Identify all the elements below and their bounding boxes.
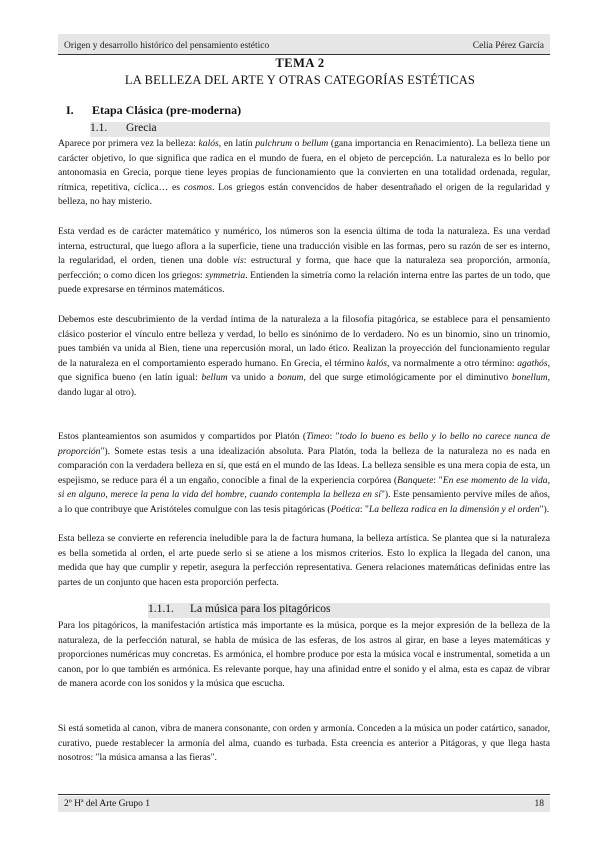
paragraph: Para los pitagóricos, la manifestación artística más importante es la música, porque es la mejor expresión de la belleza de la naturaleza, de la perfección natural, se habla de música de las esferas, de los astros al girar, en base a leyes matemáticas y proporciones numéricas muy concretas. Es armónica, el hombre produce por esta la música vocal e instrumental, sometida a un canon, por lo que también es armónica. Es relevante porque, hay una afinidad entre el sonido y el alma, esta es capaz de vibrar de manera acorde con los sonidos y la música que escucha. [58,620,550,690]
subsection-label: Grecia [126,122,157,134]
subsection-heading [90,122,550,137]
header-author: Celia Pérez García [472,41,544,51]
paragraph: Estos planteamientos son asumidos y compartidos por Platón (Timeo: "todo lo bueno es bello y lo bello no carece nunca de proporción"). Somete estas tesis a una idealización absoluta. Para Platón, toda la belleza de la naturaleza no es nada en comparación con la verdadera belleza en sí, que está en el mundo de las Ideas. La belleza sensible es una mera copia de esta, un espejismo, se reduce para él a un engaño, conocible a final de la experiencia corpórea (Banquete: "En ese momento de la vida, si en alguno, merece la pena la vida del hombre, cuando contempla la belleza en sí"). Este pensamiento pervive miles de años, a lo que contribuye que Aristóteles comulgue con las tesis pitagóricas (Poética: "La belleza radica en la dimensión y el orden"). [58,431,551,515]
header-course-title: Origen y desarrollo histórico del pensamiento estético [64,41,270,51]
subsection-number: 1.1. [90,122,108,134]
page-footer [58,796,550,812]
paragraph: Si está sometida al canon, vibra de manera consonante, con orden y armonía. Conceden a la música un poder catártico, sanador, curativo, puede restablecer la armonía del alma, cuando es turbada. Esta creencia es anterior a Pitágoras, y que llega hasta nosotros: "la música amansa a las fieras". [58,723,550,764]
document-subtitle: LA BELLEZA DEL ARTE Y OTRAS CATEGORÍAS ESTÉTICAS [124,73,476,87]
paragraph: Esta belleza se convierte en referencia ineludible para la de factura humana, la belleza artística. Se plantea que si la naturaleza es bella sometida al orden, el arte puede serlo si se atiene a los mismos criterios. Esto lo explica la llegada del canon, una medida que hay que cumplir y repetir, asegura la perfección representativa. Genera relaciones matemáticas definidas entre las partes de un conjunto que hacen esta proporción perfecta. [58,533,550,588]
header-divider [58,54,550,55]
paragraph: Aparece por primera vez la belleza: kalós, en latín pulchrum o bellum (gana importancia en Renacimiento). La belleza tiene un carácter objetivo, lo que significa que radica en el mundo de fuera, en el objeto de percepción. La naturaleza es lo bello por antonomasia en Grecia, porque tiene leyes propias de funcionamiento que la convierten en una totalidad ordenada, regular, rítmica, repetitiva, cíclica… es cosmos. Los griegos están convencidos de haber desentrañado el origen de la regularidad y belleza, no hay misterio. [58,138,551,208]
page-header [58,34,550,54]
subsubsection-number: 1.1.1. [148,603,174,615]
page-number: 18 [534,799,544,809]
footer-divider [58,794,550,795]
paragraph: Debemos este descubrimiento de la verdad íntima de la naturaleza a la filosofía pitagórica, se establece para el pensamiento clásico posterior el vínculo entre belleza y verdad, lo bello es sinónimo de lo verdadero. No es un binomio, sino un trinomio, pues también va unida al Bien, tiene una repercusión moral, un lado ético. Realizan la proyección del funcionamiento regular de la naturaleza en el comportamiento esperado humano. En Grecia, el término kalós, va normalmente a otro término: agathós, que significa bueno (en latín igual: bellum va unido a bonum, del que surge etimológicamente por el diminutivo bonellum, dando lugar al otro). [58,314,550,398]
paragraph: Esta verdad es de carácter matemático y numérico, los números son la esencia última de toda la naturaleza. Es una verdad interna, estructural, que luego aflora a la superficie, tiene una traducción visible en las formas, pero su razón de ser es interno, la regularidad, el orden, tienen una doble vis: estructural y forma, que hace que la naturaleza sea proporción, armonía, perfección; o como dicen los griegos: symmetria. Entienden la simetría como la relación interna entre las partes de un todo, que puede expresarse en términos matemáticos. [58,226,550,296]
section-heading [66,103,241,118]
section-label: Etapa Clásica (pre-moderna) [92,103,242,117]
document-title: TEMA 2 [275,56,325,70]
footer-course: 2º Hª del Arte Grupo 1 [64,799,151,809]
subsubsection-heading [148,603,550,618]
subsubsection-label: La música para los pitagóricos [190,603,331,615]
section-number: I. [66,103,74,117]
